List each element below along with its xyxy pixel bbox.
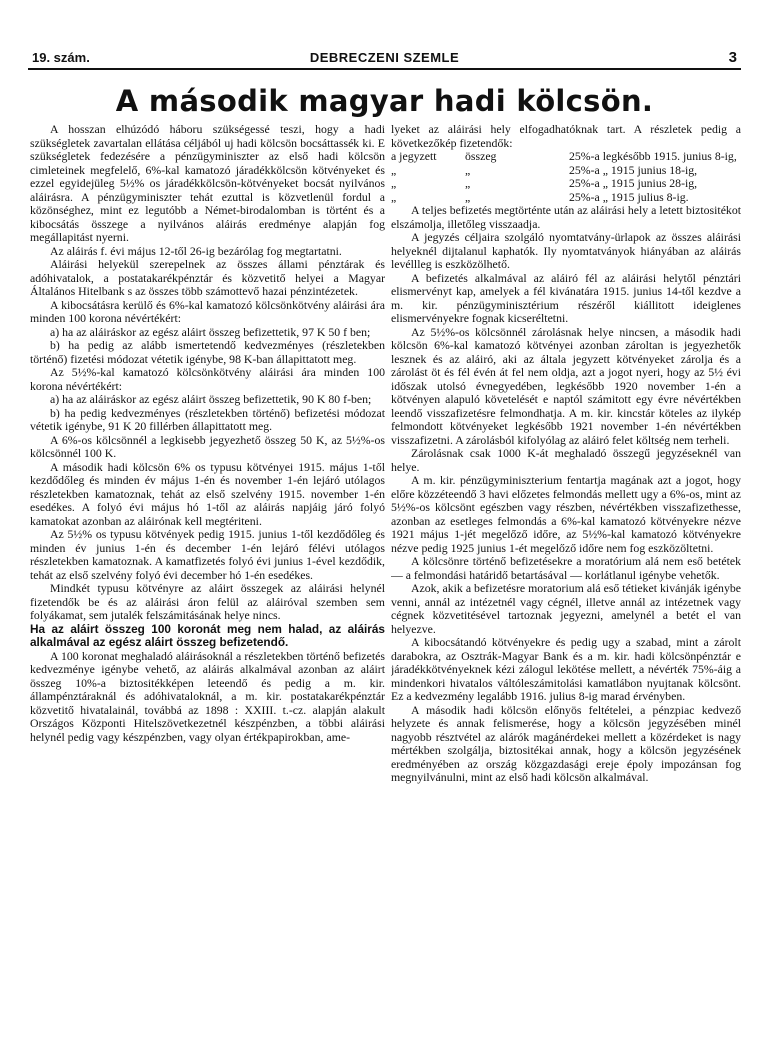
paragraph: b) ha pedig kedvezményes (részletekben történő) befizetési módozat vétetik igénybe, 91 K 20 fillérben állapittatott meg.	[30, 405, 385, 433]
paragraph: lyeket az aláirási hely elfogadhatóknak tart. A részletek pedig a következőkép fizetendők:	[391, 123, 741, 150]
paragraph: A 6%-os kölcsönnél a legkisebb jegyezhető összeg 50 K, az 5½%-os kölcsönnél 100 K.	[30, 432, 385, 460]
paragraph: A második hadi kölcsön 6% os typusu kötvényei 1915. május 1-től kezdődőleg és minden év május 1-én és november 1-én lejáró utólagos részletekben kamatoznak, tehát az első szelvény 1915. november 1-én esedékes. A folyó évi május hó 1-től az aláirás napjáig járó folyó kamatokat azonban az aláirónak kell megtériteni.	[30, 459, 385, 528]
schedule-row: „ „ 25%-a „ 1915 junius 18-ig,	[391, 162, 698, 177]
paragraph: A 100 koronat meghaladó aláirásoknál a részletekben történő befizetés kedvezménye igénybe vehető, az aláirás alkalmával azonban az aláirt összeg 10%-a biztositékképen leteendő és pedig a m. kir. állampénztáraknál és adóhivataloknál, a m. kir. postatakarékpénztár közvetitő hivatalainál, továbbá az 1898 : XXIII. t.-cz. alapján alakult Országos Központi Hitelszövetkezetnél készpénzben, a többi aláirási helynél pedig vagy készpénzben, vagy olyan értékpapirokban, ame-	[30, 648, 385, 744]
paragraph: A hosszan elhúzódó háboru szükségessé teszi, hogy a hadi szükségletek zavartalan ellátása céljából uj hadi kölcsön bocsáttassék ki. E szükségletek fedezésére a pénzügyminiszter az első hadi kölcsön cimleteinek megfelelő, 6%-kal kamatozó járadékkölcsön kötvényeket és ezzel egyidejüleg 5½% os járadékkölcsön-kötvényeket bocsát nyilvános aláirásra. A pénzügyminiszter tehát ezuttal is közvetlenül fordul a közönséghez, mint ez legutóbb a Német-birodalomban is történt és a kibocsátás összege a nyilvános aláirás eredménye alapján fog megállapitást nyerni.	[30, 123, 385, 244]
schedule-row: „ „ 25%-a „ 1915 junius 28-ig,	[391, 176, 698, 190]
paragraph: Azok, akik a befizetésre moratorium alá eső tétieket kivánják igénybe venni, annál az intézetnél vagy cégnél, illetve annál az intézetnek vagy cégnek közvetitésével tartoznak jegyezni, amelynél a betét el van helyezve.	[391, 581, 741, 636]
paragraph: A jegyzés céljaira szolgáló nyomtatvány-ürlapok az összes aláirási helyeknél dijtalanul kaphatók. Ily nyomtatványok hiányában az aláirás levéllleg is eszközölhető.	[391, 230, 741, 271]
paragraph: A befizetés alkalmával az aláiró fél az aláirási helytől pénztári elismervényt kap, amelyek a fél kivánatára 1915. junius 14-től kezdve a m. kir. pénzügyminisztérium részéről kiállitott ideiglenes elismervényekre fognak kicseréltetni.	[391, 270, 741, 325]
page-number: 3	[728, 49, 737, 66]
payment-schedule	[391, 150, 741, 204]
paragraph: Mindkét typusu kötvényre az aláirt összegek az aláirási helynél fizetendők be és az aláirási áron felül az aláiróval szemben sem folyákamat, sem jutalék felszámitásának helye nincs.	[30, 581, 385, 622]
paragraph: A teljes befizetés megtörténte után az aláirási hely a letett biztositékot elszámolja, illetőleg visszaadja.	[391, 203, 741, 231]
paragraph: Az aláirás f. évi május 12-től 26-ig bezárólag fog megtartatni.	[50, 243, 342, 258]
paragraph: A kibocsátandó kötvényekre és pedig ugy a szabad, mint a zárolt darabokra, az Osztrák-Magyar Bank és a m. kir. hadi kölcsönpénztár e járadékkötvényeknek kézi zálogul lekötése mellett, a névérték 75%-áig a mindenkori hivatalos váltóleszámitolási kamatlábon nyujtanak kölcsönt. Ez a kedvezmény legalább 1916. julius 8-ig marad érvényben.	[391, 635, 741, 703]
paragraph: a) ha az aláiráskor az egész aláirt összeg befizettetik, 90 K 80 f-ben;	[50, 392, 372, 406]
page-header	[28, 46, 741, 70]
issue-number: 19. szám.	[32, 50, 90, 65]
paragraph: b) ha pedig az alább ismertetendő kedvezményes (részletekben történő) fizetési módozat vétetik igénybe, 98 K-ban állapittatott meg.	[30, 338, 385, 366]
bold-notice: Ha az aláirt összeg 100 koronát meg nem halad, az aláirás alkalmával az egész aláirt összeg befizetendő.	[30, 621, 385, 649]
paragraph: a) ha az aláiráskor az egész aláirt összeg befizettetik, 97 K 50 f ben;	[50, 324, 371, 339]
left-column	[30, 123, 385, 1048]
paragraph: Aláirási helyekül szerepelnek az összes állami pénztárak és adóhivatalok, a postatakarékpénztár és közvetitő helyei a Magyar Általános Hitelbank s az összes több számottevő hazai pénzintézetek.	[30, 257, 385, 298]
right-column	[391, 123, 741, 1048]
paragraph: Zárolásnak csak 1000 K-át meghaladó összegű jegyzéseknél van helye.	[391, 446, 741, 474]
paragraph: A kölcsönre történő befizetésekre a moratórium alá nem eső betétek — a felmondási határidő betartásával — korlátlanul igénybe vehetők.	[391, 554, 741, 582]
schedule-row: „ „ 25%-a „ 1915 julius 8-ig.	[391, 189, 689, 204]
journal-title: DEBRECZENI SZEMLE	[309, 50, 460, 65]
paragraph: Az 5½%-os kölcsönnél zárolásnak helye nincsen, a második hadi kölcsön 6%-kal kamatozó kötvényei azonban zároltan is jegyezhetők lesznek és az aláiró, aki az általa jegyzett kötvényeket zárolja és a zárolást öt és fél évén át fel nem oldja, azt a jogot nyeri, hogy az 5½ évi időszak utolsó évnegyedében, legkésőbb 1920 november 1-én a kötvényen alapuló követelését e naptól számitott egy évre névértékben leendő visszafizetésre felmondhatja. A m. kir. kincstár köteles az ilykép felmondott kötvényeket legkésőbb 1921 november 1-én névértékben visszafizetni. A zárolásból kifolyólag az aláiró felet költség nem terheli.	[391, 324, 741, 447]
paragraph: Az 5½% os typusu kötvények pedig 1915. junius 1-től kezdődőleg és minden év junius 1-én és december 1-én lejáró félévi utólagos részletekben kamatoznak. A kamatfizetés folyó évi junius 1-ével kezdődik, tehát az első szelvény folyó évi december hó 1-én esedékes.	[30, 527, 385, 582]
paragraph: Az 5½%-kal kamatozó kölcsönkötvény aláirási ára minden 100 korona névértékért:	[30, 365, 385, 393]
paragraph: A m. kir. pénzügyminiszterium fentartja magának azt a jogot, hogy előre közzéteendő 3 havi előzetes felmondás mellett ugy a 6%-os, mint az 5½%-os kölcsönt egészben vagy részben, névértékben visszafizethesse, azonban az esetleges felmondás a 6%-kal kamatozó kötvényekre nézve 1921 május 1-jét megelőző időre, az 5½%-kal kamatozó kötvényekre nézve pedig 1925 junius 1-ét megelőző időre nem fog eszközöltetni.	[391, 473, 741, 555]
paragraph: A kibocsátásra kerülő és 6%-kal kamatozó kölcsönkötvény aláirási ára minden 100 korona névértékért:	[30, 297, 385, 325]
schedule-row: a jegyzett összeg 25%-a legkésőbb 1915. junius 8-ig,	[391, 149, 737, 163]
article-headline: A második magyar hadi kölcsön.	[115, 84, 654, 118]
paragraph: A második hadi kölcsön előnyös feltételei, a pénzpiac kedvező helyzete és annak felismerése, hogy a kölcsön jegyzésében minél nagyobb résztvétel az alárók magánérdekei mellett a közérdeket is nagy mértékben szolgálja, biztositékai annak, hogy a kölcsön jegyzésének eredményében az ország közgazdasági ereje époly impozánsan fog megnyilvánulni, mint az első hadi kölcsön alkalmával.	[391, 702, 741, 784]
